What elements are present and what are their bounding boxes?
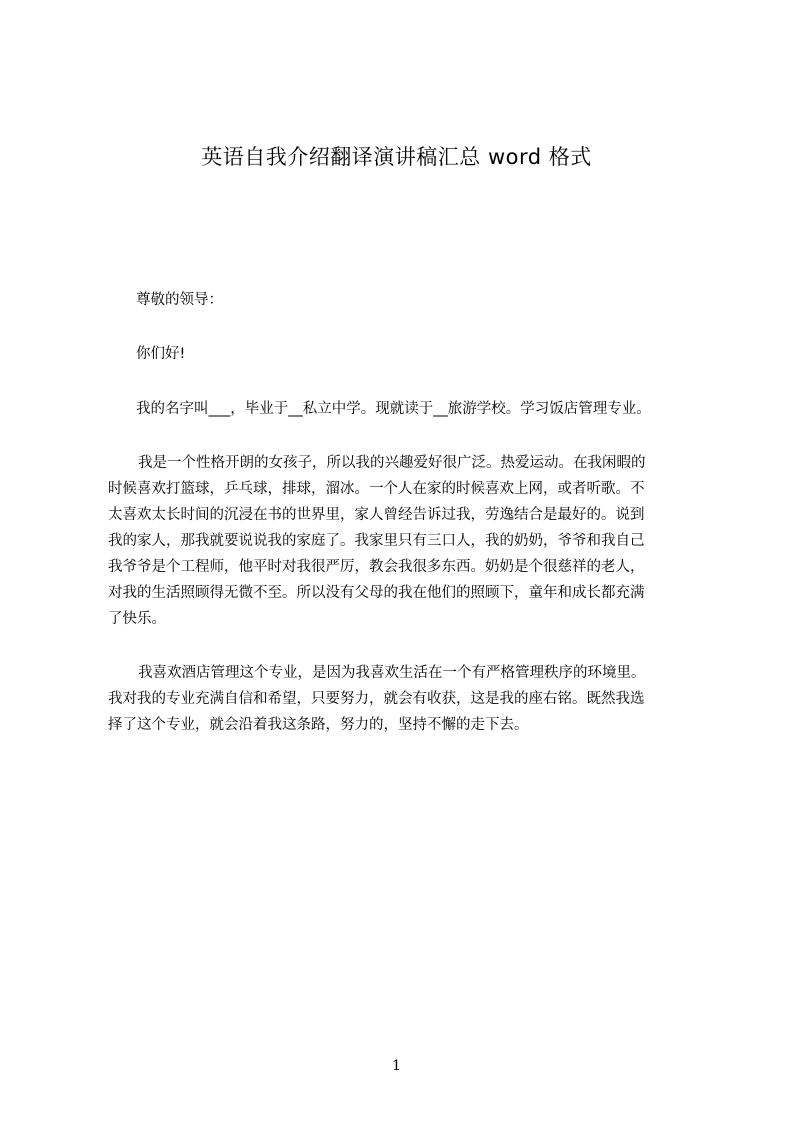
paragraph-line: 对我的生活照顾得无微不至。所以没有父母的我在他们的照顾下，童年和成长都充满: [108, 585, 645, 601]
greeting-text: 你们好!: [136, 346, 186, 362]
paragraph-line: 太喜欢太长时间的沉浸在书的世界里，家人曾经告诉过我，劳逸结合是最好的。说到: [108, 507, 645, 523]
intro-paragraph: 我的名字叫___，毕业于__私立中学。现就读于__旅游学校。学习饭店管理专业。: [136, 401, 651, 417]
paragraph-line: 择了这个专业，就会沿着我这条路，努力的，坚持不懈的走下去。: [108, 717, 529, 733]
document-title: 英语自我介绍翻译演讲稿汇总 word 格式: [201, 145, 592, 169]
paragraph-line: 我是一个性格开朗的女孩子，所以我的兴趣爱好很广泛。热爱运动。在我闲暇的: [138, 455, 646, 471]
paragraph-line: 时候喜欢打篮球，乒乓球，排球，溜冰。一个人在家的时候喜欢上网，或者听歌。不: [108, 481, 645, 497]
page-number: 1: [392, 1058, 401, 1074]
paragraph-line: 我的家人，那我就要说说我的家庭了。我家里只有三口人，我的奶奶，爷爷和我自己: [108, 533, 645, 549]
paragraph-line: 我对我的专业充满自信和希望，只要努力，就会有收获，这是我的座右铭。既然我选: [108, 691, 645, 707]
paragraph-line: 我爷爷是个工程师，他平时对我很严厉，教会我很多东西。奶奶是个很慈祥的老人，: [108, 559, 645, 575]
paragraph-major: [108, 660, 700, 738]
salutation-text: 尊敬的领导：: [136, 292, 223, 308]
paragraph-hobbies-family: [108, 450, 700, 632]
paragraph-line: 我喜欢酒店管理这个专业，是因为我喜欢生活在一个有严格管理秩序的环境里。: [138, 665, 646, 681]
paragraph-line: 了快乐。: [108, 611, 166, 627]
